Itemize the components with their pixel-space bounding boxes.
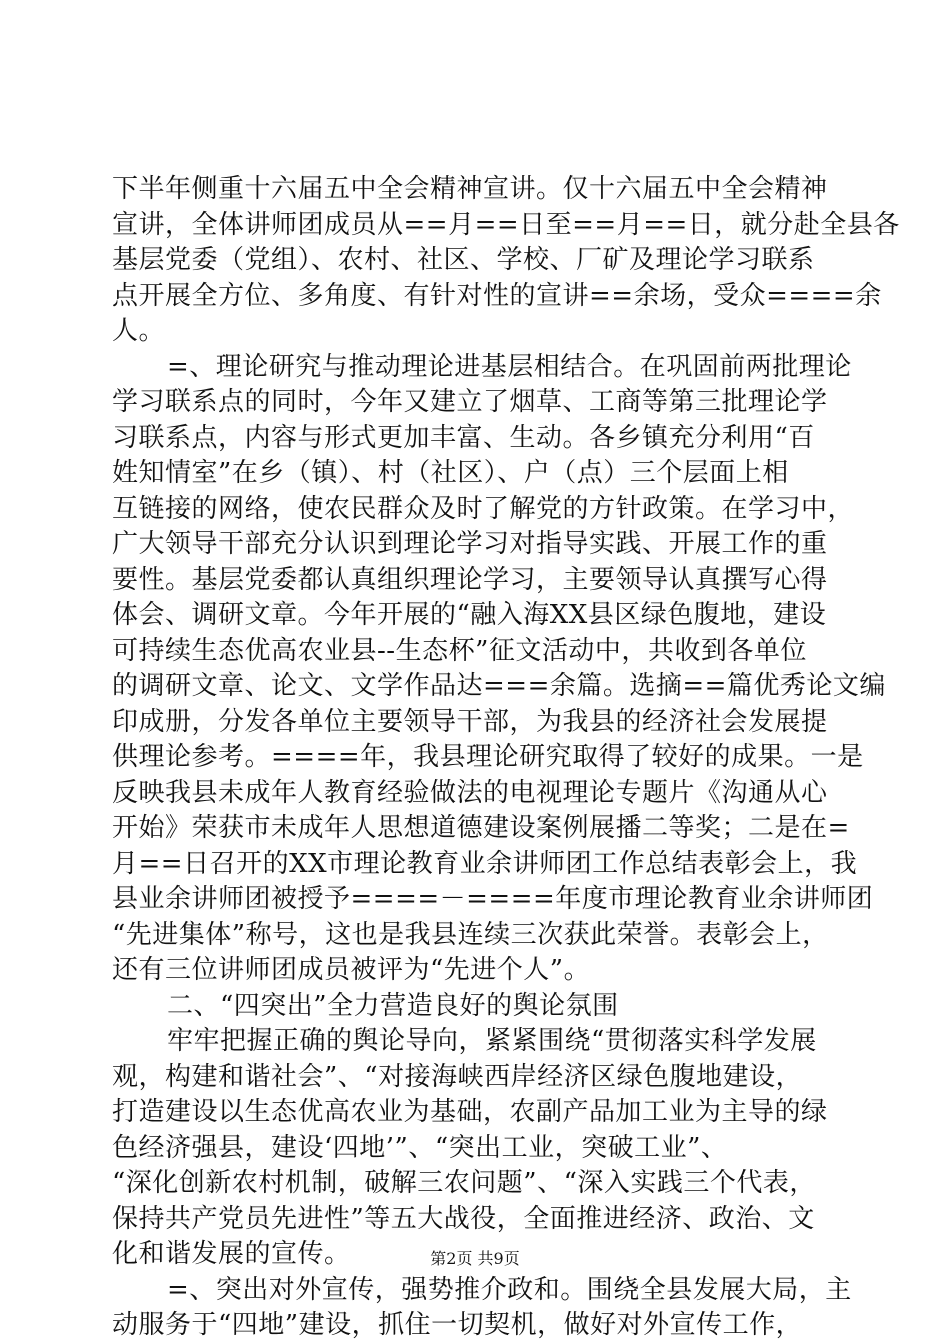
text-line: 人。	[112, 316, 166, 346]
text-line: 点开展全方位、多角度、有针对性的宣讲==余场，受众====余	[112, 280, 882, 311]
document-body	[112, 172, 900, 1344]
text-line: 宣讲，全体讲师团成员从==月==日至==月==日，就分赴全县各	[112, 209, 900, 240]
text-line: 牢牢把握正确的舆论导向，紧紧围绕“贯彻落实科学发展	[167, 1026, 817, 1056]
text-line: 动服务于“四地”建设，抓住一切契机，做好对外宣传工作，	[112, 1310, 803, 1340]
text-line: 县业余讲师团被授予====－====年度市理论教育业余讲师团	[112, 884, 874, 914]
text-line: 还有三位讲师团成员被评为“先进个人”。	[112, 955, 591, 985]
text-line: 二、“四突出”全力营造良好的舆论氛围	[167, 990, 619, 1021]
text-line: 下半年侧重十六届五中全会精神宣讲。仅十六届五中全会精神	[112, 174, 828, 204]
text-line: 要性。基层党委都认真组织理论学习，主要领导认真撰写心得	[112, 564, 828, 595]
text-line: =、理论研究与推动理论进基层相结合。在巩固前两批理论	[167, 351, 852, 382]
text-line: 的调研文章、论文、文学作品达===余篇。选摘==篇优秀论文编	[112, 671, 886, 701]
text-line: 保持共产党员先进性”等五大战役，全面推进经济、政治、文	[112, 1203, 815, 1234]
text-line: 学习联系点的同时，今年又建立了烟草、工商等第三批理论学	[112, 387, 828, 417]
text-line: 可持续生态优高农业县--生态杯”征文活动中，共收到各单位	[112, 635, 807, 666]
page-number-footer: 第2页 共9页	[430, 1249, 520, 1268]
text-line: 观，构建和谐社会”、“对接海峡西岸经济区绿色腹地建设，	[112, 1061, 803, 1092]
text-line: 反映我县未成年人教育经验做法的电视理论专题片《沟通从心	[112, 777, 828, 808]
text-line: =、突出对外宣传，强势推介政和。围绕全县发展大局，主	[167, 1274, 852, 1305]
text-line: 开始》荣获市未成年人思想道德建设案例展播二等奖；二是在=	[112, 813, 850, 843]
text-line: 化和谐发展的宣传。	[112, 1239, 351, 1269]
text-line: 广大领导干部充分认识到理论学习对指导实践、开展工作的重	[112, 529, 828, 559]
text-line: 体会、调研文章。今年开展的“融入海XX县区绿色腹地，建设	[112, 600, 827, 630]
text-line: 打造建设以生态优高农业为基础，农副产品加工业为主导的绿	[112, 1097, 828, 1127]
text-line: 印成册，分发各单位主要领导干部，为我县的经济社会发展提	[112, 706, 828, 737]
text-line: “先进集体”称号，这也是我县连续三次获此荣誉。表彰会上，	[112, 919, 829, 950]
text-line: 习联系点，内容与形式更加丰富、生动。各乡镇充分利用“百	[112, 422, 815, 453]
text-line: 供理论参考。====年，我县理论研究取得了较好的成果。一是	[112, 742, 864, 772]
text-line: 互链接的网络，使农民群众及时了解党的方针政策。在学习中，	[112, 493, 855, 524]
text-line: “深化创新农村机制，破解三农问题”、“深入实践三个代表，	[112, 1168, 816, 1198]
text-line: 姓知情室”在乡（镇）、村（社区）、户（点）三个层面上相	[112, 458, 789, 488]
text-line: 基层党委（党组）、农村、社区、学校、厂矿及理论学习联系	[112, 245, 815, 275]
text-line: 月==日召开的XX市理论教育业余讲师团工作总结表彰会上，我	[112, 848, 858, 879]
text-line: 色经济强县，建设‘四地’”、“突出工业，突破工业”、	[112, 1132, 728, 1163]
